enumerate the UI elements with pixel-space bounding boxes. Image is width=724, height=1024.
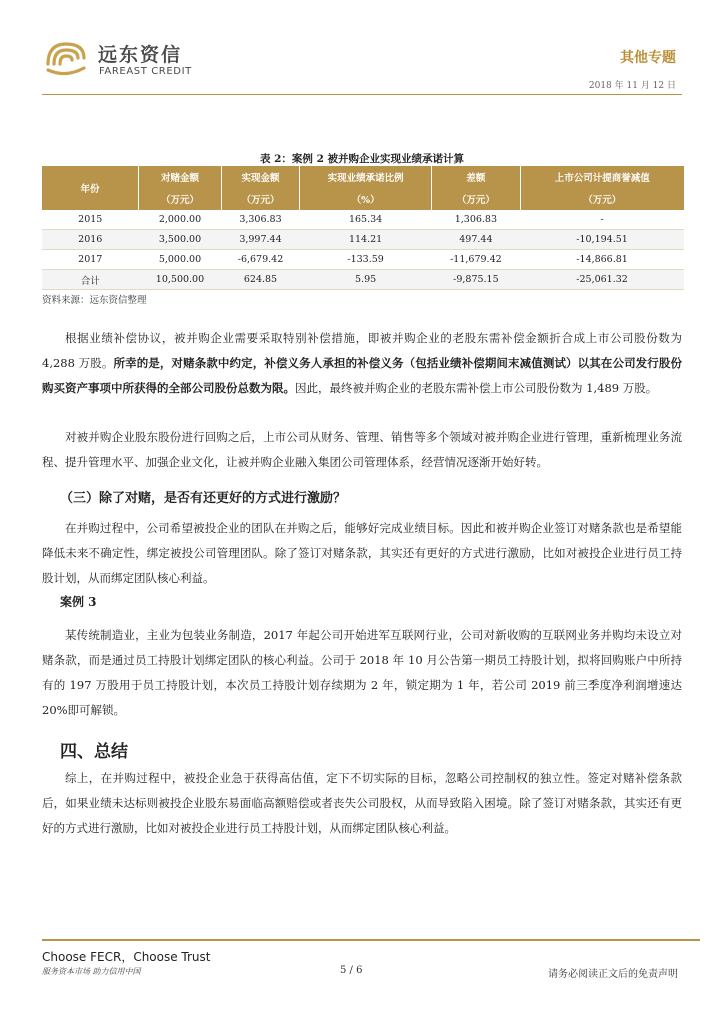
- table-header-unit-row: [42, 188, 684, 210]
- table-cell: 2015: [42, 210, 139, 230]
- table-header-unit: （万元）: [139, 188, 222, 210]
- table-header: 实现业绩承诺比例: [300, 166, 432, 188]
- logo-name-en: FAREAST CREDIT: [99, 66, 192, 77]
- footer-slogan: Choose FECR，Choose Trust: [42, 950, 211, 964]
- footer-disclaimer: 请务必阅读正文后的免责声明: [548, 969, 678, 980]
- table-cell: 497.44: [432, 230, 520, 250]
- page-number: 5 / 6: [340, 965, 363, 976]
- table-cell: 3,997.44: [221, 230, 299, 250]
- table-cell: 5,000.00: [139, 250, 222, 270]
- table-cell: -133.59: [300, 250, 432, 270]
- table-source-note: 资料来源：远东资信整理: [42, 295, 147, 306]
- paragraph-bold-text: 所幸的是，对赌条款中约定，补偿义务人承担的补偿义务（包括业绩补偿期间末减值测试）以其在公司发行股份购买资产事项中所获得的全部公司股份总数为限。: [42, 356, 682, 395]
- table-cell: -: [520, 210, 684, 230]
- table-cell: 2016: [42, 230, 139, 250]
- table-header: 实现金额: [221, 166, 299, 188]
- table-row: [42, 250, 684, 270]
- logo-name-cn: 远东资信: [98, 44, 183, 66]
- table-cell: -14,866.81: [520, 250, 684, 270]
- table-cell: -10,194.51: [520, 230, 684, 250]
- case-title: 案例 3: [60, 595, 97, 609]
- table-row: [42, 230, 684, 250]
- commitment-table: [42, 166, 684, 290]
- table-cell: 624.85: [221, 270, 299, 290]
- table-caption: 表 2：案例 2 被并购企业实现业绩承诺计算: [259, 153, 465, 165]
- table-header-unit: （万元）: [520, 188, 684, 210]
- table-cell: 合计: [42, 270, 139, 290]
- table-cell: 1,306.83: [432, 210, 520, 230]
- table-header-row: [42, 166, 684, 188]
- table-header-unit: （万元）: [221, 188, 299, 210]
- table-row-total: [42, 270, 684, 290]
- section-heading-3: （三）除了对赌，是否有还更好的方式进行激励？: [60, 491, 347, 506]
- table-header-year: 年份: [42, 166, 139, 210]
- table-cell: 114.21: [300, 230, 432, 250]
- header-divider: [42, 94, 682, 95]
- table-cell: -9,875.15: [432, 270, 520, 290]
- table-cell: -25,061.32: [520, 270, 684, 290]
- table-cell: 2,000.00: [139, 210, 222, 230]
- report-date: 2018 年 11 月 12 日: [588, 81, 676, 91]
- paragraph-text: 根据业绩补偿协议，被并购企业需要采取特别补偿措施，即被并购企业的老股东需补偿金额折合成上市公司股份数为 4,288 万股。: [42, 331, 682, 370]
- paragraph-incentive: 在并购过程中，公司希望被投企业的团队在并购之后，能够好完成业绩目标。因此和被并购企业签订对赌条款也是希望能降低未来不确定性，绑定被投公司管理团队。除了签订对赌条款，其实还有更好的方式进行激励，比如对被投企业进行员工持股计划，从而绑定团队核心利益。: [42, 521, 682, 585]
- report-topic: 其他专题: [620, 50, 676, 66]
- paragraph-compensation: [42, 326, 682, 401]
- table-cell: -6,679.42: [221, 250, 299, 270]
- table-cell: 5.95: [300, 270, 432, 290]
- section-heading-summary: 四、总结: [60, 742, 128, 762]
- table-header: 上市公司计提商誉减值: [520, 166, 684, 188]
- footer-subslogan: 服务资本市场 助力信用中国: [42, 967, 141, 976]
- paragraph-integration: 对被并购企业股东股份进行回购之后，上市公司从财务、管理、销售等多个领域对被并购企业进行管理，重新梳理业务流程、提升管理水平、加强企业文化，让被并购企业融入集团公司管理体系，经营情况逐渐开始好转。: [42, 430, 682, 469]
- table-cell: -11,679.42: [432, 250, 520, 270]
- table-header: 对赌金额: [139, 166, 222, 188]
- table-cell: 10,500.00: [139, 270, 222, 290]
- fareast-logo-icon: [42, 38, 90, 78]
- footer-divider: [42, 939, 700, 941]
- table-header-unit: （%）: [300, 188, 432, 210]
- table-header: 差额: [432, 166, 520, 188]
- table-cell: 3,500.00: [139, 230, 222, 250]
- table-cell: 3,306.83: [221, 210, 299, 230]
- table-row: [42, 210, 684, 230]
- table-header-unit: （万元）: [432, 188, 520, 210]
- paragraph-text: 因此，最终被并购企业的老股东需补偿上市公司股份数为 1,489 万股。: [295, 381, 658, 395]
- table-cell: 165.34: [300, 210, 432, 230]
- paragraph-summary: 综上，在并购过程中，被投企业急于获得高估值，定下不切实际的目标，忽略公司控制权的独立性。签定对赌补偿条款后，如果业绩未达标则被投企业股东易面临高额赔偿或者丧失公司股权，从而导致陷入困境。除了签订对赌条款，其实还有更好的方式进行激励，比如对被投企业进行员工持股计划，从而绑定团队核心利益。: [42, 771, 682, 835]
- paragraph-case3: 某传统制造业，主业为包装业务制造，2017 年起公司开始进军互联网行业，公司对新收购的互联网业务并购均未设立对赌条款，而是通过员工持股计划绑定团队的核心利益。公司于 2018 年 10 月公告第一期员工持股计划，拟将回购账户中所持有的 197 万股用于员工持股计划，本次员工持股计划存续期为 2 年，锁定期为 1 年，若公司 2019 前三季度净利润增速达 20%即可解锁。: [42, 628, 682, 717]
- table-cell: 2017: [42, 250, 139, 270]
